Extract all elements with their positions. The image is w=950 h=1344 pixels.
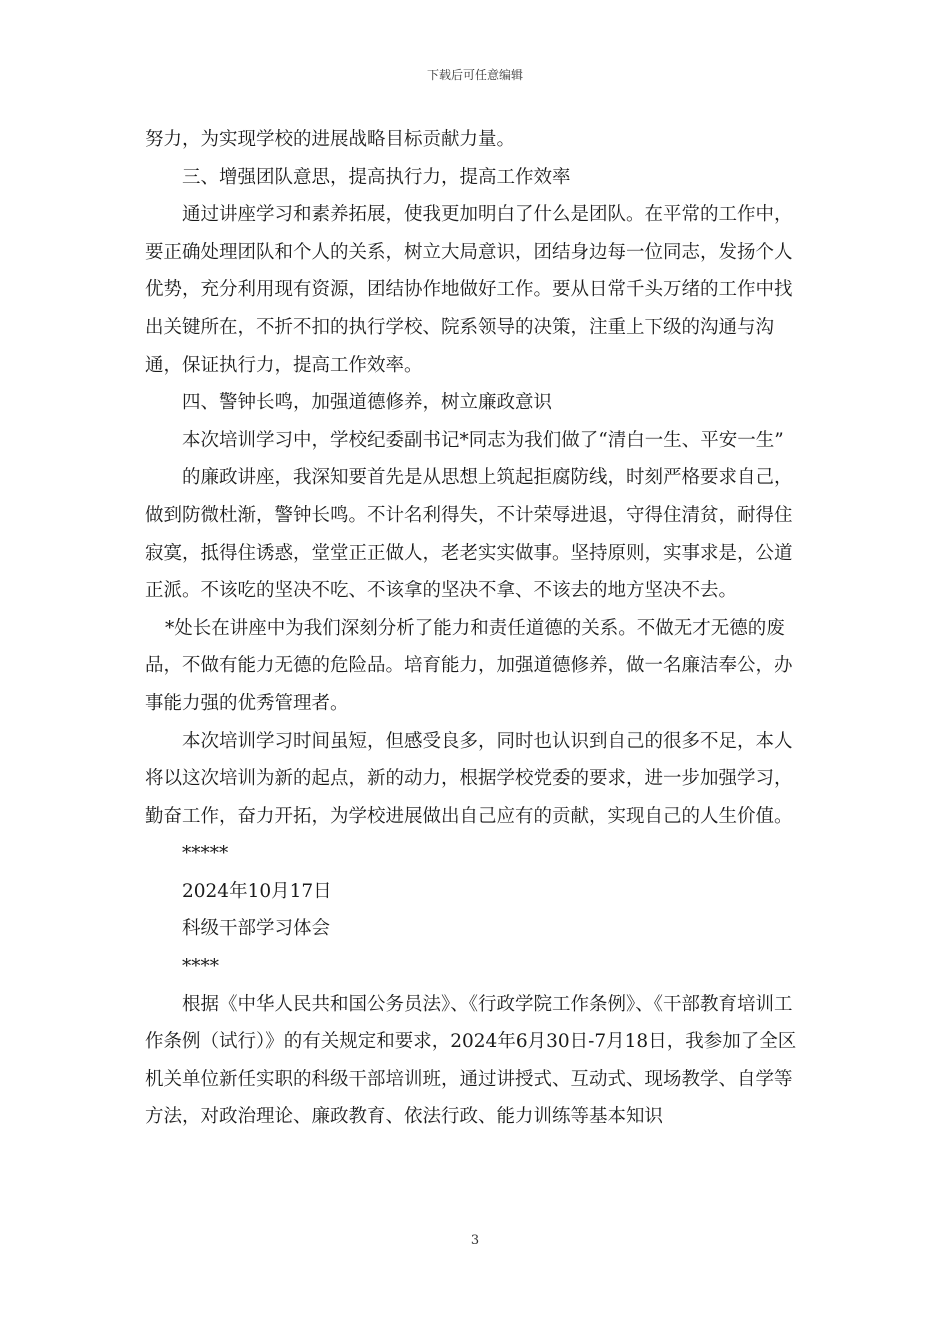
article-author: ****: [182, 956, 219, 978]
paragraph-teamwork: 通过讲座学习和素养拓展，使我更加明白了什么是团队。在平常的工作中，要正确处理团队和个人的关系，树立大局意识，团结身边每一位同志，发扬个人优势，充分利用现有资源，团结协作地做好工作。要从日常千头万绪的工作中找出关键所在，不折不扣的执行学校、院系领导的决策，注重上下级的沟通与沟通，保证执行力，提高工作效率。: [145, 204, 793, 376]
page-number: 3: [470, 1233, 480, 1248]
document-body: [145, 121, 805, 1136]
paragraph-integrity: 的廉政讲座，我深知要首先是从思想上筑起拒腐防线，时刻严格要求自己，做到防微杜渐，警钟长鸣。不计名利得失，不计荣辱进退，守得住清贫，耐得住寂寞，抵得住诱惑，堂堂正正做人，老老实实做事。坚持原则，实事求是，公道正派。不该吃的坚决不吃、不该拿的坚决不拿、不该去的地方坚决不去。: [145, 467, 793, 602]
signature-date: 2024年10月17日: [182, 880, 332, 902]
article-title: 科级干部学习体会: [182, 918, 331, 940]
signature-name: *****: [182, 843, 229, 865]
paragraph-ability-ethics: *处长在讲座中为我们深刻分析了能力和责任道德的关系。不做无才无德的废品，不做有能力无德的危险品。培育能力，加强道德修养，做一名廉洁奉公，办事能力强的优秀管理者。: [145, 617, 793, 714]
paragraph-lecture-intro: 本次培训学习中，学校纪委副书记*同志为我们做了“清白一生、平安一生”: [182, 429, 784, 451]
paragraph-continuation: 努力，为实现学校的进展战略目标贡献力量。: [145, 129, 516, 150]
paragraph-conclusion: 本次培训学习时间虽短，但感受良多，同时也认识到自己的很多不足，本人将以这次培训为新的起点，新的动力，根据学校党委的要求，进一步加强学习，勤奋工作，奋力开拓，为学校进展做出自己应有的贡献，实现自己的人生价值。: [145, 730, 793, 827]
section-heading-4: 四、警钟长鸣，加强道德修养，树立廉政意识: [182, 392, 553, 414]
paragraph-article-intro: 根据《中华人民共和国公务员法》、《行政学院工作条例》、《干部教育培训工作条例（试行）》的有关规定和要求，2024年6月30日-7月18日，我参加了全区机关单位新任实职的科级干部培训班，通过讲授式、互动式、现场教学、自学等方法，对政治理论、廉政教育、依法行政、能力训练等基本知识: [145, 993, 797, 1128]
page-header: 下载后可任意编辑: [426, 68, 523, 82]
section-heading-3: 三、增强团队意思，提高执行力，提高工作效率: [182, 166, 571, 188]
